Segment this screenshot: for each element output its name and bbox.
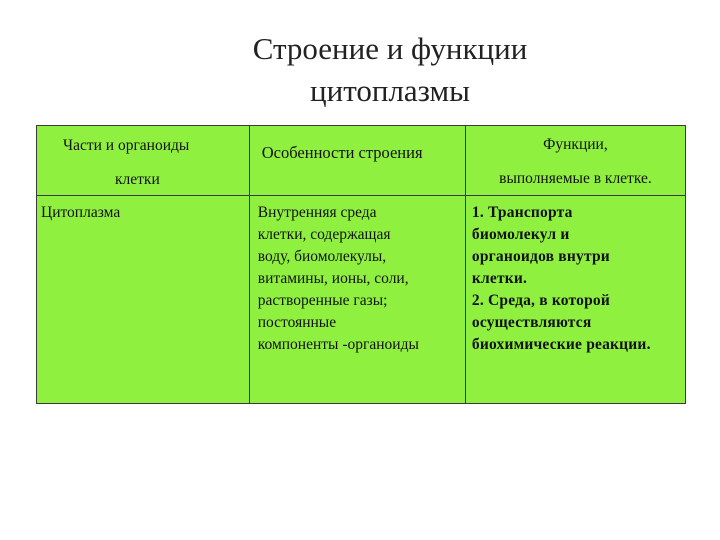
- title-line-2: цитоплазмы: [310, 73, 470, 108]
- header-parts-organoids: [37, 126, 250, 196]
- header-functions: [465, 126, 685, 196]
- function-line: органоидов внутри: [471, 248, 610, 265]
- structure-line: Внутренняя среда: [257, 204, 377, 221]
- header-parts-line-1: Части и органоиды: [63, 137, 190, 154]
- structure-line: компоненты -органоиды: [257, 336, 419, 353]
- structure-line: витамины, ионы, соли,: [257, 270, 409, 287]
- cell-functions: [465, 196, 685, 404]
- cell-structure: [249, 196, 465, 404]
- header-parts-line-2: клетки: [115, 171, 160, 188]
- function-line: биомолекул и: [471, 226, 570, 243]
- table-row: [37, 196, 686, 404]
- function-line: биохимические реакции.: [471, 336, 651, 353]
- header-functions-line-1: Функции,: [543, 136, 608, 153]
- title-line-1: Строение и функции: [252, 31, 528, 66]
- header-structure: Особенности строения: [249, 126, 465, 196]
- header-row: [37, 126, 686, 196]
- header-functions-line-2: выполняемые в клетке.: [499, 170, 652, 187]
- function-line: 1. Транспорта: [471, 204, 573, 221]
- structure-line: постоянные: [257, 314, 337, 331]
- function-line: 2. Среда, в которой: [471, 292, 610, 309]
- cell-part: Цитоплазма: [37, 196, 250, 404]
- function-line: клетки.: [471, 270, 528, 287]
- structure-line: растворенные газы;: [257, 292, 388, 309]
- function-line: осуществляются: [471, 314, 592, 331]
- slide-title: [0, 28, 720, 112]
- structure-line: клетки, содержащая: [257, 226, 391, 243]
- structure-line: воду, биомолекулы,: [257, 248, 387, 265]
- cytoplasm-table: [36, 125, 686, 404]
